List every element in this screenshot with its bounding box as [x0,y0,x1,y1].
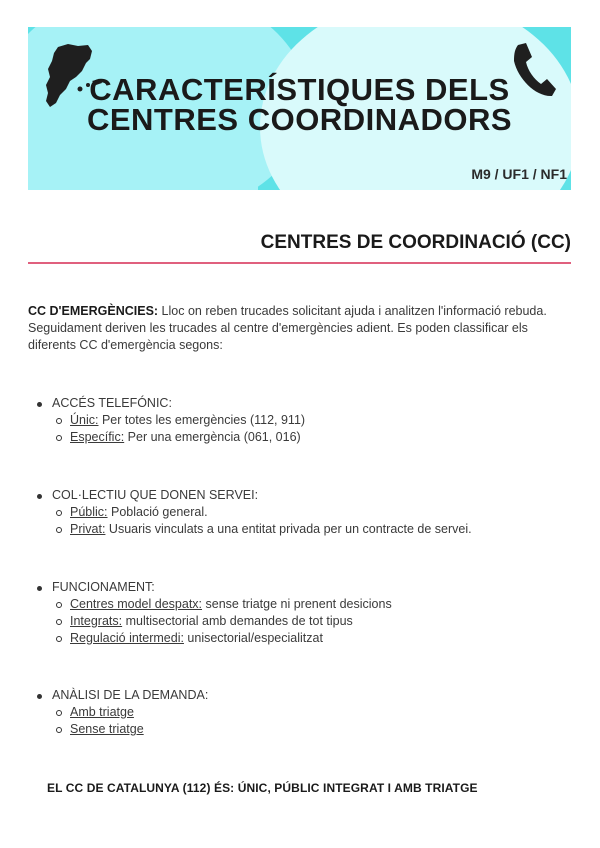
list-group [36,579,576,647]
list-item [36,412,576,429]
header-banner [28,27,571,190]
list-item-text: sense triatge ni prenent desicions [202,597,392,611]
list-heading: ACCÉS TELEFÓNIC: [36,395,576,412]
section-title: CENTRES DE COORDINACIÓ (CC) [260,232,571,253]
list-item-term: Sense triatge [70,722,144,736]
list-item [36,429,576,446]
list-item-term: Específic: [70,430,125,444]
list-item-term: Públic: [70,505,108,519]
list-heading: ANÀLISI DE LA DEMANDA: [36,687,576,704]
intro-term: CC D'EMERGÈNCIES: [28,304,159,318]
list-item-text: Població general. [107,505,208,519]
list-item-text: Usuaris vinculats a una entitat privada per un contracte de servei. [105,522,472,536]
list-item-term: Privat: [70,522,106,536]
list-item [36,613,576,630]
list-item-text: unisectorial/especialitzat [183,631,323,645]
page-title [28,72,571,137]
list-item [36,704,576,721]
page-title-line: CARACTERÍSTIQUES DELS [89,72,510,107]
list-heading: FUNCIONAMENT: [36,579,576,596]
list-item-term: Únic: [70,413,99,427]
list-item-text: multisectorial amb demandes de tot tipus [122,614,353,628]
intro-text: Lloc on reben trucades solicitant ajuda i analitzen l'informació rebuda. Seguidament deriven les trucades al centre d'emergències adient. Es poden classificar els diferents CC d'emergència segons: [28,304,547,352]
list-group [36,687,576,738]
list-item [36,504,576,521]
list-item [36,630,576,647]
list-item [36,521,576,538]
list-heading: COL·LECTIU QUE DONEN SERVEI: [36,487,576,504]
list-item-term: Integrats: [70,614,123,628]
list-item-text: Per una emergència (061, 016) [124,430,301,444]
intro-paragraph [28,303,573,354]
list-item-term: Amb triatge [70,705,134,719]
module-code: M9 / UF1 / NF1 [471,166,567,182]
divider [28,262,571,264]
list-item-term: Regulació intermedi: [70,631,184,645]
banner-shape [28,147,258,190]
list-item [36,721,576,738]
conclusion-text: EL CC DE CATALUNYA (112) ÉS: ÚNIC, PÚBLIC INTEGRAT I AMB TRIATGE [47,781,478,795]
page-title-line: CENTRES COORDINADORS [86,102,513,137]
list-group [36,395,576,446]
list-item-text: Per totes les emergències (112, 911) [98,413,306,427]
list-item [36,596,576,613]
list-item-term: Centres model despatx: [70,597,203,611]
list-group [36,487,576,538]
